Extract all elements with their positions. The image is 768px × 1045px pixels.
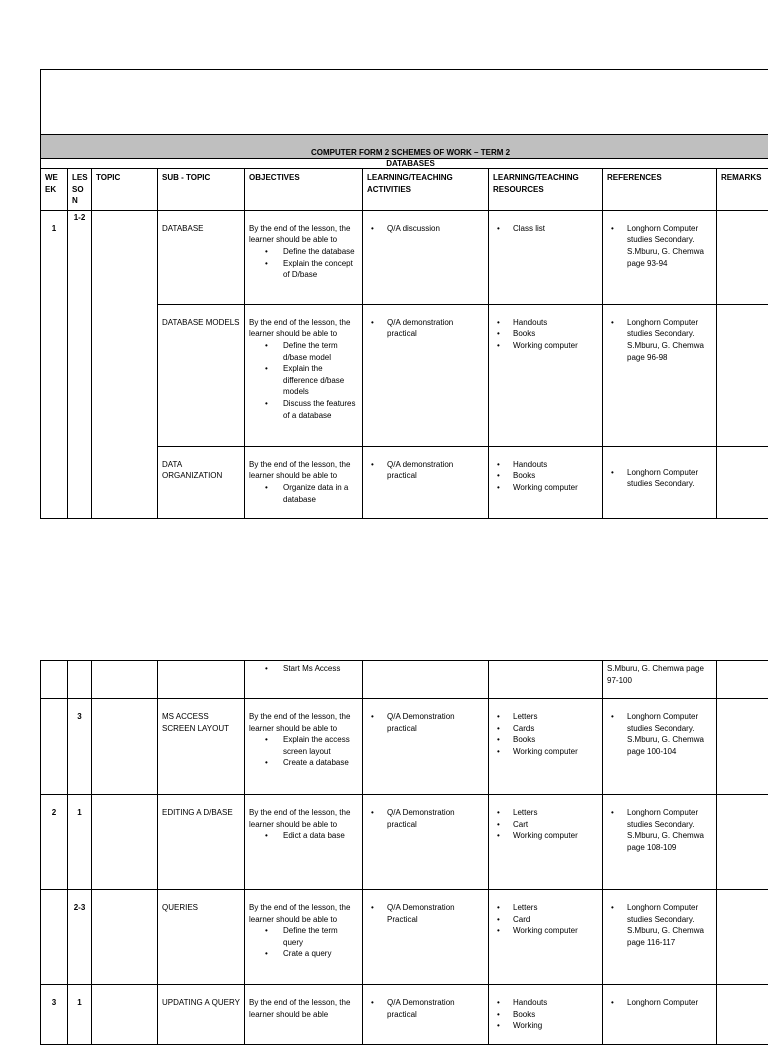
remarks-cell xyxy=(717,210,768,304)
list-item: • Q/A discussion xyxy=(387,223,484,235)
week-number: 2 xyxy=(52,808,56,817)
reference-continued: S.Mburu, G. Chemwa page 97-100 xyxy=(607,663,712,686)
list-item: • Explain the concept of D/base xyxy=(283,258,358,281)
list-item: • Define the term query xyxy=(283,925,358,948)
list-item: • Handouts xyxy=(513,317,598,329)
list-item: • Letters xyxy=(513,711,598,723)
resources-cell xyxy=(489,699,603,795)
list-item: • Longhorn Computer studies Secondary. S.Mburu, G. Chemwa page 93-94 xyxy=(627,223,712,269)
list-item: • Longhorn Computer studies Secondary. S.Mburu, G. Chemwa page 108-109 xyxy=(627,807,712,853)
lesson-cell xyxy=(68,985,92,1045)
subtopic-text: QUERIES xyxy=(162,903,198,912)
list-item: • Working computer xyxy=(513,830,598,842)
remarks-cell xyxy=(717,890,768,985)
list-item: • Letters xyxy=(513,807,598,819)
subtopic-text: UPDATING A QUERY xyxy=(162,998,240,1007)
list-item: • Cards xyxy=(513,723,598,735)
resources-cell xyxy=(489,985,603,1045)
table-row xyxy=(41,985,768,1045)
page-title: COMPUTER FORM 2 SCHEMES OF WORK – TERM 2 xyxy=(41,135,768,159)
list-item: • Explain the access screen layout xyxy=(283,734,358,757)
list-item: • Cart xyxy=(513,819,598,831)
week-cell xyxy=(41,699,68,795)
list-item: • Handouts xyxy=(513,459,598,471)
list-item: • Letters xyxy=(513,902,598,914)
list-item: • Books xyxy=(513,1009,598,1021)
subtopic-text: DATABASE xyxy=(162,224,204,233)
lesson-number: 3 xyxy=(77,712,81,721)
objectives-cell xyxy=(245,210,363,304)
objectives-list xyxy=(249,246,358,281)
list-item: • Longhorn Computer studies Secondary. S.Mburu, G. Chemwa page 116-117 xyxy=(627,902,712,948)
week-number: 1 xyxy=(52,224,56,233)
objectives-intro: By the end of the lesson, the learner should be able to xyxy=(249,807,358,830)
resources-cell xyxy=(489,661,603,699)
references-cell xyxy=(603,795,717,890)
list-item: • Working xyxy=(513,1020,598,1032)
list-item: • Edict a data base xyxy=(283,830,358,842)
resources-cell xyxy=(489,446,603,518)
remarks-cell xyxy=(717,699,768,795)
subtopic-cell xyxy=(158,661,245,699)
objectives-cell xyxy=(245,890,363,985)
header-space-row xyxy=(41,70,768,135)
activities-cell xyxy=(363,985,489,1045)
references-cell xyxy=(603,985,717,1045)
lesson-cell xyxy=(68,699,92,795)
topic-cell xyxy=(92,210,158,518)
list-item: • Longhorn Computer xyxy=(627,997,712,1009)
objectives-intro: By the end of the lesson, the learner should be able to xyxy=(249,317,358,340)
references-cell xyxy=(603,890,717,985)
header-objectives: OBJECTIVES xyxy=(245,169,363,211)
list-item: • Q/A demonstration practical xyxy=(387,459,484,482)
list-item: • Handouts xyxy=(513,997,598,1009)
lesson-cell xyxy=(68,890,92,985)
subtopic-cell xyxy=(158,304,245,446)
list-item: • Start Ms Access xyxy=(283,663,358,675)
lesson-cell xyxy=(68,795,92,890)
subtopic-text: DATA ORGANIZATION xyxy=(162,460,222,481)
activities-cell xyxy=(363,890,489,985)
lesson-cell xyxy=(68,661,92,699)
objectives-cell xyxy=(245,304,363,446)
table-row xyxy=(41,699,768,795)
references-cell xyxy=(603,210,717,304)
header-remarks: REMARKS xyxy=(717,169,768,211)
subtopic-cell xyxy=(158,699,245,795)
objectives-cell xyxy=(245,446,363,518)
subtopic-cell xyxy=(158,890,245,985)
objectives-intro: By the end of the lesson, the learner should be able to xyxy=(249,459,358,482)
objectives-cell xyxy=(245,699,363,795)
references-cell xyxy=(603,699,717,795)
week-cell xyxy=(41,210,68,518)
header-activities: LEARNING/TEACHING ACTIVITIES xyxy=(363,169,489,211)
list-item: • Define the database xyxy=(283,246,358,258)
week-number: 3 xyxy=(52,998,56,1007)
list-item: • Crate a query xyxy=(283,948,358,960)
objectives-cell xyxy=(245,985,363,1045)
list-item: • Organize data in a database xyxy=(283,482,358,505)
objectives-intro: By the end of the lesson, the learner should be able to xyxy=(249,711,358,734)
list-item: • Q/A Demonstration practical xyxy=(387,807,484,830)
list-item: • Working computer xyxy=(513,482,598,494)
list-item: • Create a database xyxy=(283,757,358,769)
list-item: • Longhorn Computer studies Secondary. xyxy=(627,467,712,490)
activities-cell xyxy=(363,795,489,890)
lesson-number: 1 xyxy=(77,998,81,1007)
list-item: • Working computer xyxy=(513,925,598,937)
objectives-list xyxy=(249,482,358,505)
table-row xyxy=(41,210,768,304)
activities-cell xyxy=(363,210,489,304)
list-item: • Define the term d/base model xyxy=(283,340,358,363)
list-item: • Working computer xyxy=(513,340,598,352)
lesson-cell xyxy=(68,210,92,518)
objectives-intro: By the end of the lesson, the learner should be able xyxy=(249,997,358,1020)
remarks-cell xyxy=(717,304,768,446)
list-item: • Q/A demonstration practical xyxy=(387,317,484,340)
activities-cell xyxy=(363,699,489,795)
list-item: • Longhorn Computer studies Secondary. S.Mburu, G. Chemwa page 100-104 xyxy=(627,711,712,757)
header-topic: TOPIC xyxy=(92,169,158,211)
remarks-cell xyxy=(717,985,768,1045)
resources-cell xyxy=(489,210,603,304)
subtitle-row xyxy=(41,159,768,169)
column-header-row xyxy=(41,169,768,211)
resources-cell xyxy=(489,890,603,985)
list-item: • Class list xyxy=(513,223,598,235)
subtopic-cell xyxy=(158,985,245,1045)
activities-cell xyxy=(363,661,489,699)
resources-cell xyxy=(489,795,603,890)
subtopic-cell xyxy=(158,210,245,304)
list-item: • Explain the difference d/base models xyxy=(283,363,358,398)
week-cell xyxy=(41,890,68,985)
topic-cell xyxy=(92,795,158,890)
remarks-cell xyxy=(717,446,768,518)
scheme-table-page-1 xyxy=(40,69,768,519)
objectives-list xyxy=(249,340,358,421)
lesson-number: 1 xyxy=(77,808,81,817)
objectives-cell xyxy=(245,661,363,699)
topic-cell xyxy=(92,890,158,985)
references-cell xyxy=(603,446,717,518)
resources-cell xyxy=(489,304,603,446)
week-cell xyxy=(41,661,68,699)
topic-cell xyxy=(92,985,158,1045)
subtopic-text: DATABASE MODELS xyxy=(162,318,240,327)
header-subtopic: SUB - TOPIC xyxy=(158,169,245,211)
lesson-number: 1-2 xyxy=(74,213,86,222)
table-row xyxy=(41,890,768,985)
remarks-cell xyxy=(717,661,768,699)
list-item: • Books xyxy=(513,470,598,482)
header-references: REFERENCES xyxy=(603,169,717,211)
references-cell xyxy=(603,661,717,699)
header-week: WE EK xyxy=(41,169,68,211)
list-item: • Q/A Demonstration Practical xyxy=(387,902,484,925)
topic-cell xyxy=(92,661,158,699)
subtopic-cell xyxy=(158,795,245,890)
list-item: • Longhorn Computer studies Secondary. S.Mburu, G. Chemwa page 96-98 xyxy=(627,317,712,363)
title-row xyxy=(41,135,768,159)
list-item: • Q/A Demonstration practical xyxy=(387,711,484,734)
list-item: • Working computer xyxy=(513,746,598,758)
lesson-number: 2-3 xyxy=(74,903,86,912)
scheme-table-page-2 xyxy=(40,660,768,1045)
subtopic-text: MS ACCESS SCREEN LAYOUT xyxy=(162,712,229,733)
objectives-intro: By the end of the lesson, the learner should be able to xyxy=(249,223,358,246)
list-item: • Books xyxy=(513,734,598,746)
list-item: • Card xyxy=(513,914,598,926)
header-resources: LEARNING/TEACHING RESOURCES xyxy=(489,169,603,211)
table-row xyxy=(41,661,768,699)
table-row xyxy=(41,795,768,890)
activities-cell xyxy=(363,446,489,518)
objectives-intro: By the end of the lesson, the learner should be able to xyxy=(249,902,358,925)
page-subtitle: DATABASES xyxy=(41,159,768,169)
week-cell xyxy=(41,795,68,890)
subtopic-text: EDITING A D/BASE xyxy=(162,808,233,817)
list-item: • Q/A Demonstration practical xyxy=(387,997,484,1020)
remarks-cell xyxy=(717,795,768,890)
list-item: • Books xyxy=(513,328,598,340)
topic-cell xyxy=(92,699,158,795)
references-cell xyxy=(603,304,717,446)
activities-cell xyxy=(363,304,489,446)
header-lesson: LES SO N xyxy=(68,169,92,211)
objectives-cell xyxy=(245,795,363,890)
subtopic-cell xyxy=(158,446,245,518)
list-item: • Discuss the features of a database xyxy=(283,398,358,421)
week-cell xyxy=(41,985,68,1045)
